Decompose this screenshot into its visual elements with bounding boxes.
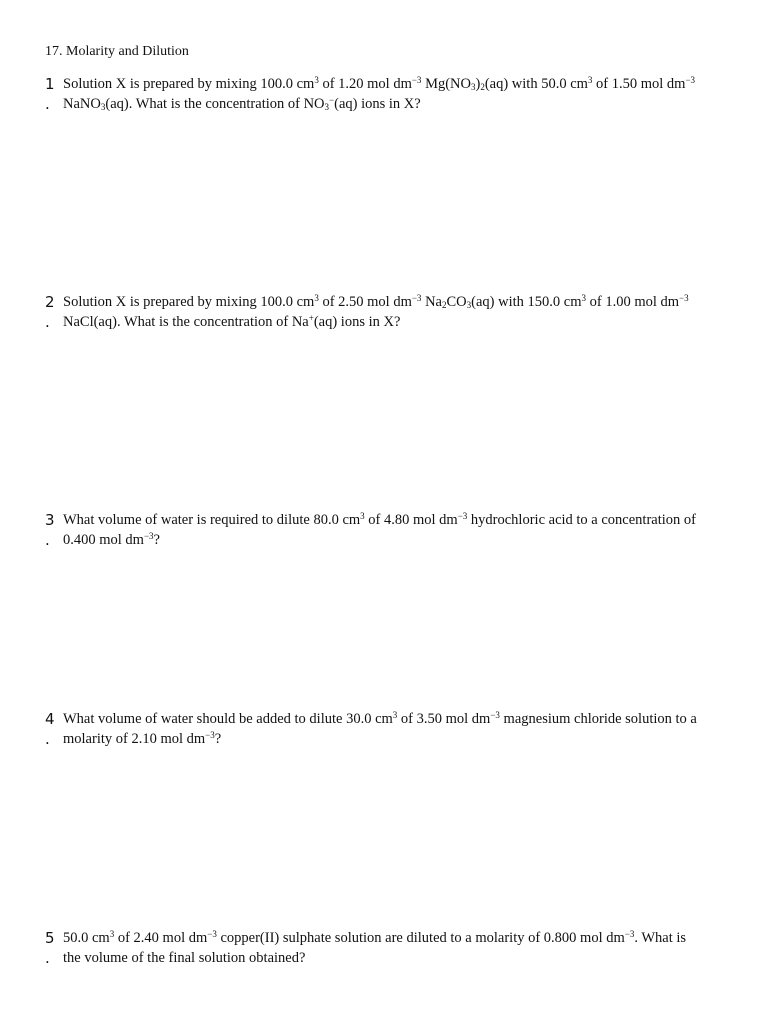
question-text-line-1: What volume of water should be added to dilute 30.0 $cm^3$ of 3.50 mol $dm^{-3}$ magnesium chloride solution to a: [63, 710, 697, 727]
question-number-dot: .: [45, 531, 50, 549]
question-text-line-2: NaNO$_3$(aq). What is the concentration of $NO_3^-(aq)$ ions in X?: [63, 95, 421, 112]
question-text-line-1: Solution X is prepared by mixing 100.0 $cm^3$ of 2.50 mol $dm^{-3}$ $Na_2CO_3(aq)$ with 150.0 $cm^3$ of 1.00 mol $dm^{-3}$: [63, 293, 689, 310]
question-text-line-2: the volume of the final solution obtained?: [63, 950, 306, 966]
page-title: 17. Molarity and Dilution: [45, 44, 189, 59]
question-number: 4: [45, 710, 55, 728]
question-number-dot: .: [45, 730, 50, 748]
question-number: 2: [45, 293, 55, 311]
question-number-dot: .: [45, 95, 50, 113]
question-number: 1: [45, 75, 55, 93]
question-text-line-1: 50.0 $cm^3$ of 2.40 mol $dm^{-3}$ copper(II) sulphate solution are diluted to a molarity of 0.800 mol $dm^{-3}$. What is: [63, 929, 687, 946]
question-number-dot: .: [45, 313, 50, 331]
question-number: 5: [45, 929, 55, 947]
question-text-line-2: NaCl(aq). What is the concentration of Na+(aq) ions in X?: [63, 313, 401, 330]
question-number: 3: [45, 511, 55, 529]
question-number-dot: .: [45, 949, 50, 967]
question-text-line-1: What volume of water is required to dilute 80.0 $cm^3$ of 4.80 mol $dm^{-3}$ hydrochloric acid to a concentration of: [63, 511, 696, 528]
question-text-line-1: Solution X is prepared by mixing 100.0 $cm^3$ of 1.20 mol $dm^{-3}$ $Mg(NO_3)_2(aq)$ with 50.0 $cm^3$ of 1.50 mol $dm^{-3}$: [63, 75, 696, 92]
question-text-line-2: molarity of 2.10 mol $dm^{-3}$?: [63, 730, 222, 747]
question-text-line-2: 0.400 mol $dm^{-3}$?: [63, 531, 160, 548]
